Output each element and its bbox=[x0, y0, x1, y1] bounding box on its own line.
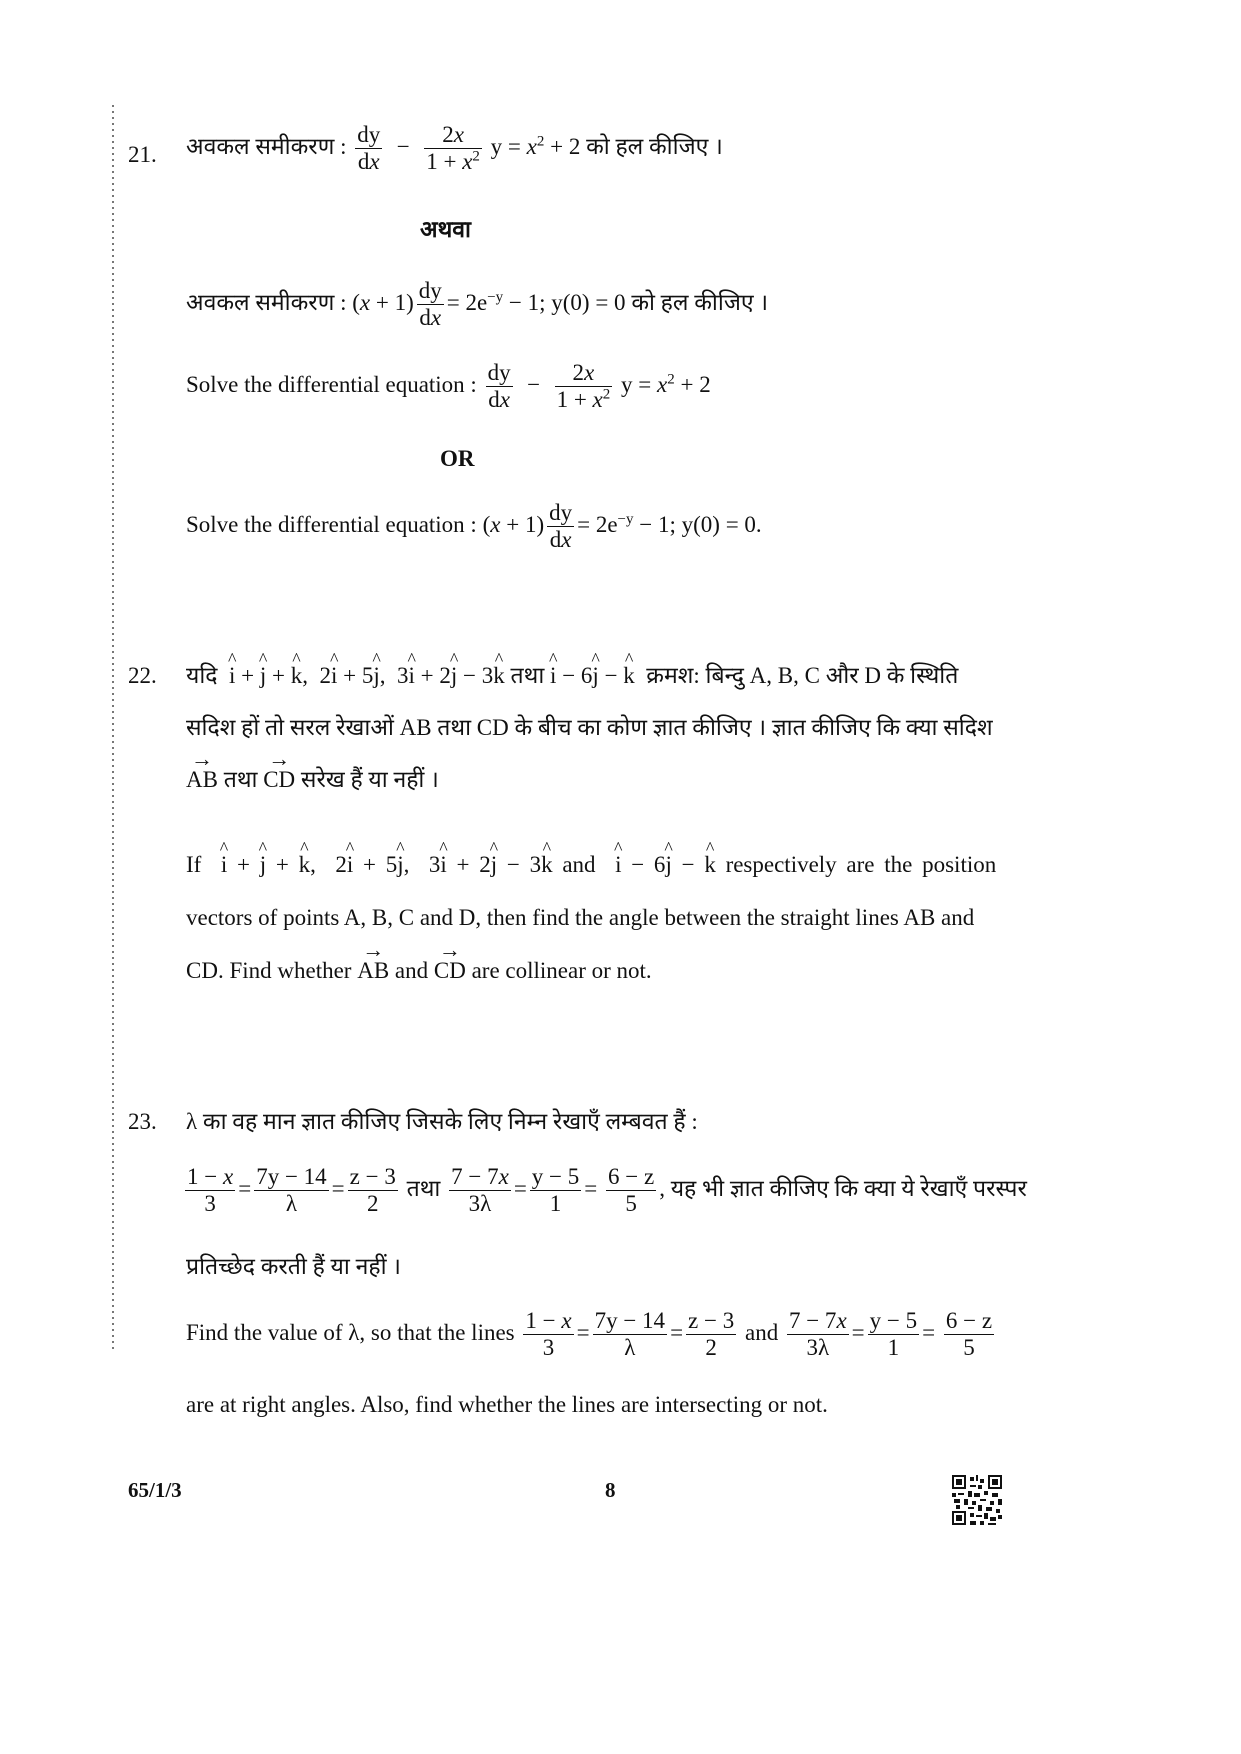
q23-english-equation: Find the value of λ, so that the lines $\frac{1 - x}{3}$ = $\frac{7y - 14}{\lambda}$ = $\frac{z - 3}{2}$ and $\frac{7 - 7x}{3\lambda}$ = $\frac{y - 5}{1}$ = $\frac{6 - z}{5}$ bbox=[186, 1308, 993, 1361]
q23-hindi-line-1: λ का वह मान ज्ञात कीजिए जिसके लिए निम्न रेखाएँ लम्बवत हैं : bbox=[186, 1109, 698, 1134]
or-english: OR bbox=[440, 446, 475, 471]
q21-english-alt-equation: Solve the differential equation : (x + 1) $\frac{dy}{dx}$ = $2e^{-y} - 1$; y(0) = 0. bbox=[186, 500, 762, 553]
q21-hindi-equation: अवकल समीकरण : $\frac{dy}{dx}$ − $\frac{2x}{1 + x^2}$ $y = x^2 + 2$ को हल कीजिए । bbox=[186, 122, 723, 175]
q23-english-line-2: are at right angles. Also, find whether the lines are intersecting or not. bbox=[186, 1392, 828, 1417]
q22-hindi-line-3: → AB तथा → CD सरेख हैं या नहीं । bbox=[186, 768, 439, 791]
q22-hindi-line-1: यदि ^ i + ^ j + ^ k, 2^ i + 5^ j, 3^ i + 2^ j − 3^ k तथा ^ i − 6^ j − ^ k क्रमश: बिन्दु A, B, C और D के स्थिति bbox=[186, 664, 958, 687]
q22-english-line-2: vectors of points A, B, C and D, then find the angle between the straight lines AB and bbox=[186, 905, 975, 930]
q22-hindi-line-2: सदिश हों तो सरल रेखाओं AB तथा CD के बीच का कोण ज्ञात कीजिए । ज्ञात कीजिए कि क्या सदिश bbox=[186, 715, 993, 740]
page-number: 8 bbox=[605, 1478, 616, 1502]
q23-hindi-equation: $\frac{1 - x}{3}$ = $\frac{7y - 14}{\lambda}$ = $\frac{z - 3}{2}$ तथा $\frac{7 - 7x}{3\lambda}$ = $\frac{y - 5}{1}$ = $\frac{6 - z}{5}$ , यह भी ज्ञात कीजिए कि क्या ये रेखाएँ परस्पर bbox=[187, 1164, 1027, 1217]
question-number: 23. bbox=[128, 1109, 157, 1134]
q22-english-line-1: If ^ i + ^ j + ^ k, 2^ i + 5^ j, 3^ i + 2^ j − 3^ k and ^ i − 6^ j − ^ k respectively are the position bbox=[186, 853, 996, 876]
q23-hindi-line-3: प्रतिच्छेद करती हैं या नहीं । bbox=[186, 1254, 402, 1279]
q21-hindi-alt-equation: अवकल समीकरण : (x + 1) $\frac{dy}{dx}$ = $2e^{-y} - 1$; y(0) = 0 को हल कीजिए । bbox=[186, 278, 769, 331]
or-hindi: अथवा bbox=[420, 217, 472, 242]
q22-english-line-3: CD. Find whether → AB and → CD are collinear or not. bbox=[186, 959, 652, 982]
paper-code: 65/1/3 bbox=[128, 1478, 182, 1502]
question-number: 22. bbox=[128, 663, 157, 688]
q21-english-equation: Solve the differential equation : $\frac{dy}{dx}$ − $\frac{2x}{1 + x^2}$ $y = x^2 + 2$ bbox=[186, 360, 711, 413]
margin-dots bbox=[112, 105, 114, 1350]
question-number: 21. bbox=[128, 142, 157, 167]
qr-code-icon bbox=[952, 1475, 1002, 1525]
